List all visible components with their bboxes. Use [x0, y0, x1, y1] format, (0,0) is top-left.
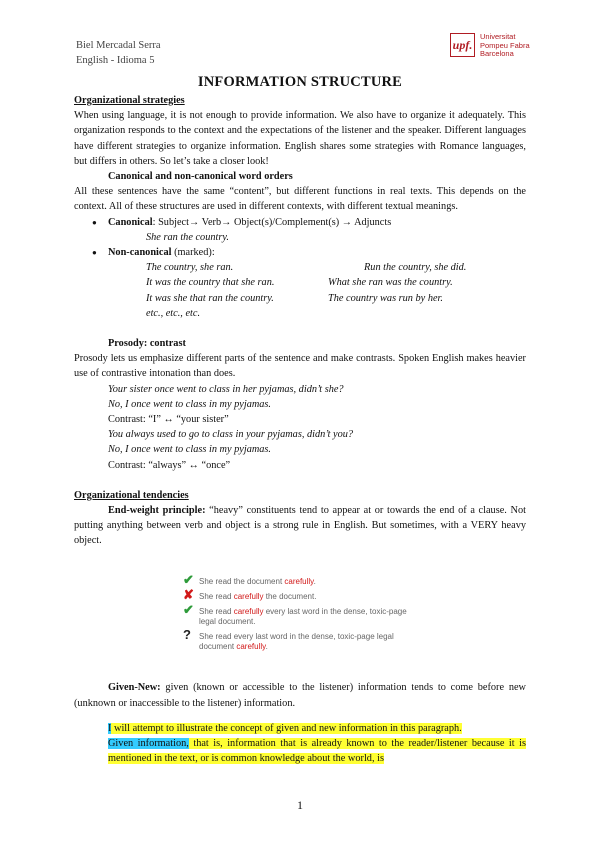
- prosody-example: No, I once went to class in my pyjamas.: [108, 398, 272, 410]
- canonical-example: She ran the country.: [146, 231, 229, 243]
- word-orders-paragraph: All these sentences have the same “content”, but different functions in real texts. This depends on the context. All of these structures are used in different contexts, with different textual meanings.: [74, 186, 526, 213]
- check-icon: ✔: [183, 602, 194, 617]
- question-icon: ?: [183, 627, 191, 642]
- logo-text: Universitat Pompeu Fabra Barcelona: [480, 32, 530, 58]
- author-name: Biel Mercadal Serra: [76, 40, 161, 51]
- figure-row: ✔ She read the document carefully.: [183, 572, 316, 587]
- main-content: [74, 93, 526, 549]
- upf-logo: [450, 33, 530, 59]
- highlighted-example: I will attempt to illustrate the concept of given and new information in this paragraph. Given information, that is, information that is already known to the reader/listener because it is mentioned in the text, or is common knowledge about the world, is: [108, 723, 526, 765]
- example-row: The country, she ran. Run the country, she did.: [146, 262, 467, 274]
- given-new-section: [74, 670, 526, 767]
- figure-row: ✔ She read carefully every last word in the dense, toxic-page legal document.: [183, 602, 407, 626]
- course-name: English - Idioma 5: [76, 55, 155, 66]
- subheading-word-orders: Canonical and non-canonical word orders: [108, 171, 293, 183]
- figure-row: ? She read every last word in the dense, toxic-page legal document carefully.: [183, 627, 394, 651]
- end-weight-paragraph: End-weight principle: “heavy” constituents tend to appear at or towards the end of a clause. Not putting anything between verb and object is a strong rule in English. But sometimes, with a VERY heavy object.: [74, 505, 526, 547]
- prosody-example: No, I once went to class in my pyjamas.: [108, 444, 272, 456]
- example-row: It was the country that she ran. What she ran was the country.: [146, 277, 453, 289]
- given-new-paragraph: Given-New: given (known or accessible to the listener) information tends to come before new (unknown or inaccessible to the listener) information.: [74, 682, 526, 709]
- prosody-example: You always used to go to class in your pyjamas, didn’t you?: [108, 429, 354, 441]
- document-title: INFORMATION STRUCTURE: [197, 74, 403, 90]
- contrast-note: Contrast: “always” ↔ “once”: [108, 459, 231, 471]
- prosody-paragraph: Prosody lets us emphasize different parts of the sentence and make contrasts. Spoken English makes heavier use of contrastive intonation than does.: [74, 353, 526, 380]
- logo-mark: upf.: [450, 33, 475, 57]
- contrast-note: Contrast: “I” ↔ “your sister”: [108, 414, 229, 426]
- page-header: [76, 38, 161, 68]
- cross-icon: ✘: [183, 587, 194, 602]
- subheading-prosody: Prosody: contrast: [108, 338, 186, 350]
- check-icon: ✔: [183, 572, 194, 587]
- page-number: 1: [297, 798, 303, 812]
- list-item: ● Canonical: Subject→ Verb→ Object(s)/Complement(s) → Adjuncts: [74, 215, 526, 230]
- end-weight-figure: [183, 572, 423, 657]
- section-heading: Organizational tendencies: [74, 489, 189, 501]
- example-row: etc., etc., etc.: [146, 307, 201, 319]
- example-row: It was she that ran the country. The country was run by her.: [146, 292, 443, 304]
- word-order-list: [74, 215, 526, 230]
- figure-row: ✘ She read carefully the document.: [183, 587, 317, 602]
- intro-paragraph: When using language, it is not enough to provide information. We also have to organize it adequately. This organization responds to the context and the expectations of the listener and the speaker. Different languages have different strategies to organize information. English shares some strategies with Romance languages, but differs in others. So let’s take a closer look!: [74, 110, 526, 167]
- section-heading: Organizational strategies: [74, 95, 185, 106]
- word-order-list-2: [74, 245, 526, 260]
- list-item: ● Non-canonical (marked):: [74, 245, 526, 260]
- prosody-example: Your sister once went to class in her pyjamas, didn’t she?: [108, 383, 344, 395]
